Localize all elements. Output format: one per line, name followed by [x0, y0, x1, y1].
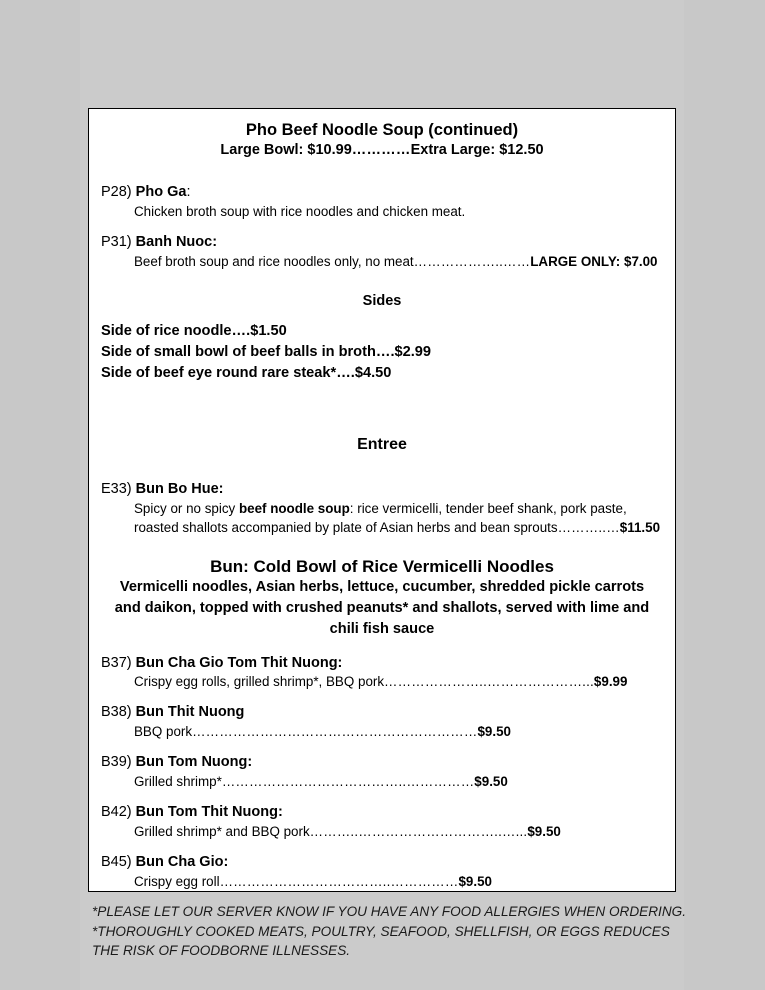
sides-list — [101, 321, 663, 384]
item-price-note-p31: LARGE ONLY: — [530, 253, 621, 269]
allergy-disclaimer — [92, 902, 692, 961]
item-name-b42: Bun Tom Thit Nuong: — [135, 804, 283, 821]
item-price-b37: $9.99 — [593, 674, 628, 690]
item-desc-b39 — [101, 772, 663, 791]
item-desc-part1-e33: Spicy or no spicy — [134, 500, 239, 516]
item-head-p28 — [101, 183, 663, 202]
item-head-b37 — [101, 654, 663, 673]
item-name-b38: Bun Thit Nuong — [135, 704, 245, 721]
item-dot-leader-b42: ………..…………………………..…... — [309, 824, 528, 839]
entree-section-title: Entree — [357, 436, 407, 454]
item-desc-p28: Chicken broth soup with rice noodles and chicken meat. — [134, 203, 466, 219]
item-name-b37: Bun Cha Gio Tom Thit Nuong: — [135, 654, 343, 671]
item-dot-leader-e33: ………..… — [557, 519, 620, 535]
sides-section-title: Sides — [362, 292, 402, 309]
item-desc-b42 — [101, 822, 663, 841]
pho-price-line — [101, 141, 663, 161]
menu-item-b37 — [101, 654, 663, 692]
item-name-p31: Banh Nuoc: — [135, 233, 218, 250]
item-head-b38 — [101, 703, 663, 722]
item-code-p28: P28) — [101, 183, 132, 200]
item-price-b45: $9.50 — [458, 873, 492, 889]
item-desc-b37 — [101, 672, 663, 691]
menu-item-b38 — [101, 703, 663, 741]
item-dot-leader-p31: ………………..…… — [413, 253, 531, 269]
item-name-suffix-p28: : — [186, 183, 191, 200]
item-desc-text-b45: Crispy egg roll — [134, 873, 220, 889]
item-name-b45: Bun Cha Gio: — [135, 854, 229, 871]
menu-item-b39 — [101, 753, 663, 791]
price-dot-leader: ………… — [351, 142, 411, 159]
sides-item-0: Side of rice noodle….$1.50 — [101, 322, 287, 339]
item-dot-leader-b37: …………………..…………………... — [384, 674, 594, 690]
item-desc-p31 — [101, 252, 663, 271]
large-bowl-price: Large Bowl: $10.99 — [220, 142, 352, 159]
item-code-b37: B37) — [101, 654, 132, 671]
disclaimer-line-1: *PLEASE LET OUR SERVER KNOW IF YOU HAVE ANY FOOD ALLERGIES WHEN ORDERING. — [92, 904, 686, 919]
item-desc-e33 — [101, 499, 663, 537]
item-head-b39 — [101, 753, 663, 772]
item-price-b38: $9.50 — [477, 724, 511, 740]
menu-item-b42 — [101, 803, 663, 841]
menu-item-e33 — [101, 480, 663, 537]
item-head-e33 — [101, 480, 663, 499]
item-name-p28: Pho Ga — [135, 183, 187, 200]
item-code-b38: B38) — [101, 704, 132, 721]
item-name-b39: Bun Tom Nuong: — [135, 754, 253, 771]
pho-section-title: Pho Beef Noodle Soup (continued) — [245, 121, 519, 139]
item-dot-leader-b39: …………………………………..…………… — [221, 774, 475, 790]
item-head-p31 — [101, 233, 663, 252]
sides-item-2: Side of beef eye round rare steak*….$4.50 — [101, 364, 392, 381]
item-desc-text-p31: Beef broth soup and rice noodles only, no meat — [134, 253, 414, 269]
item-code-b42: B42) — [101, 804, 132, 821]
item-name-e33: Bun Bo Hue: — [135, 481, 224, 498]
menu-item-p31 — [101, 233, 663, 271]
item-desc-text-b39: Grilled shrimp* — [134, 774, 222, 790]
item-code-p31: P31) — [101, 233, 132, 250]
item-dot-leader-b38: ……………………………………………………… — [192, 724, 478, 740]
item-price-p31: $7.00 — [624, 253, 658, 269]
disclaimer-line-2: *THOROUGHLY COOKED MEATS, POULTRY, SEAFOOD, SHELLFISH, OR EGGS REDUCES THE RISK OF FOODBORNE ILLNESSES. — [92, 923, 670, 959]
item-head-b42 — [101, 803, 663, 822]
menu-panel — [88, 108, 676, 892]
item-desc-b38 — [101, 722, 663, 741]
bun-section-description: Vermicelli noodles, Asian herbs, lettuce, cucumber, shredded pickle carrots and daikon, topped with crushed peanuts* and shallots, served with lime and chili fish sauce — [114, 578, 650, 637]
item-dot-leader-b45: ………………………………..…………… — [219, 873, 459, 889]
extra-large-price: Extra Large: $12.50 — [410, 142, 544, 159]
item-code-b39: B39) — [101, 754, 132, 771]
item-desc-text-b37: Crispy egg rolls, grilled shrimp*, BBQ pork — [134, 674, 385, 690]
item-head-b45 — [101, 853, 663, 872]
item-price-e33: $11.50 — [619, 519, 661, 535]
menu-item-p28 — [101, 183, 663, 221]
bun-section-title: Bun: Cold Bowl of Rice Vermicelli Noodles — [210, 556, 554, 576]
item-desc-b45 — [101, 872, 663, 891]
menu-item-b45 — [101, 853, 663, 891]
item-desc-part2-e33: : rice vermicelli, tender beef shank, pork paste, roasted shallots accompanied by plate of Asian herbs and bean sprouts — [134, 500, 627, 535]
item-desc-text-b38: BBQ pork — [134, 724, 193, 740]
item-price-b39: $9.50 — [474, 774, 508, 790]
item-code-b45: B45) — [101, 854, 132, 871]
item-desc-text-b42: Grilled shrimp* and BBQ pork — [134, 824, 310, 839]
item-code-e33: E33) — [101, 481, 132, 498]
item-desc-bold-e33: beef noodle soup — [238, 500, 350, 516]
item-price-b42: $9.50 — [527, 824, 561, 839]
sides-item-1: Side of small bowl of beef balls in broth….$2.99 — [101, 343, 432, 360]
